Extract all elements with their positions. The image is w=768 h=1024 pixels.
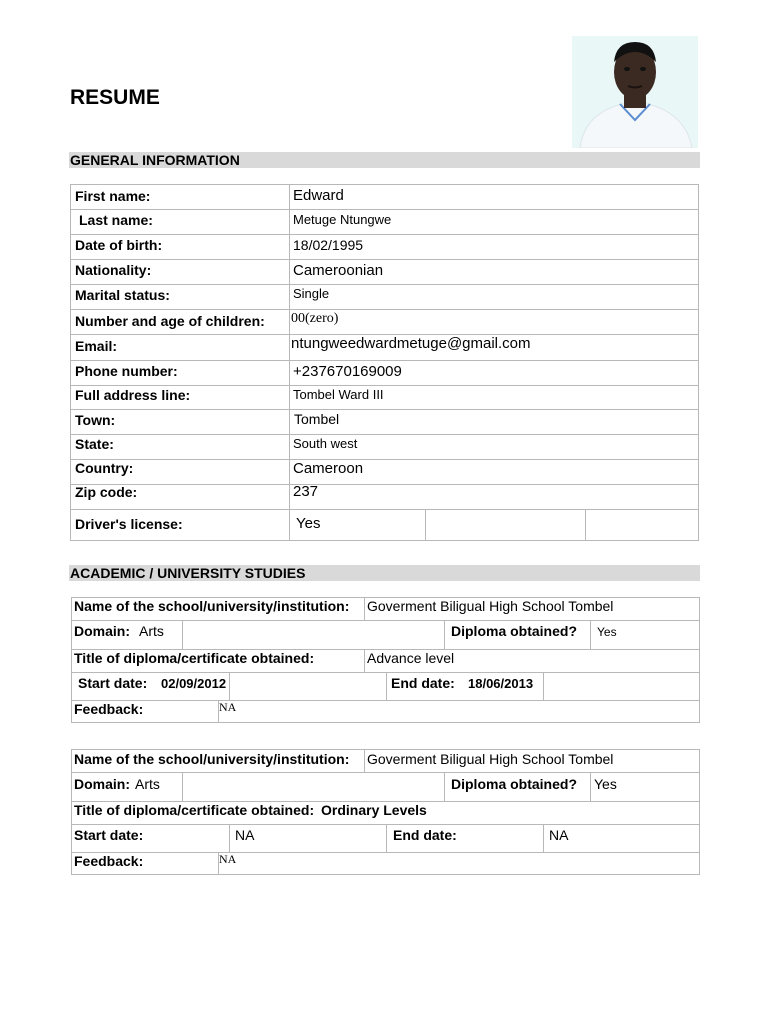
study1-title-value: Advance level [367, 650, 455, 666]
label-email: Email: [75, 338, 118, 354]
study2-school-value: Goverment Biligual High School Tombel [367, 751, 614, 767]
value-address: Tombel Ward III [293, 387, 384, 402]
study1-diploma-question: Diploma obtained? [451, 623, 577, 639]
section-general-heading: GENERAL INFORMATION [69, 152, 700, 168]
label-zip: Zip code: [75, 484, 138, 500]
study1-start-label: Start date: [78, 675, 148, 691]
label-marital: Marital status: [75, 287, 170, 303]
value-nationality: Cameroonian [293, 262, 384, 279]
value-state: South west [293, 436, 358, 451]
study1-end-value: 18/06/2013 [468, 676, 534, 691]
value-country: Cameroon [293, 460, 364, 477]
label-last-name: Last name: [79, 212, 153, 228]
value-dob: 18/02/1995 [293, 237, 364, 253]
study-table-2 [71, 749, 700, 875]
label-license: Driver's license: [75, 516, 183, 532]
label-state: State: [75, 436, 114, 452]
study1-domain-label: Domain: [74, 623, 130, 639]
value-license: Yes [296, 515, 321, 532]
study2-feedback-label: Feedback: [74, 853, 144, 869]
study1-diploma-value: Yes [597, 625, 617, 639]
study1-school-value: Goverment Biligual High School Tombel [367, 598, 614, 614]
study2-school-label: Name of the school/university/institution: [74, 751, 350, 767]
study1-start-value: 02/09/2012 [161, 676, 227, 691]
value-last-name: Metuge Ntungwe [293, 212, 392, 227]
study2-start-value: NA [235, 827, 255, 843]
study2-end-label: End date: [393, 827, 457, 843]
study2-feedback-value: NA [219, 852, 237, 866]
study2-domain-value: Arts [135, 776, 160, 792]
general-info-table [70, 184, 699, 541]
study1-school-label: Name of the school/university/institution: [74, 598, 350, 614]
study2-diploma-value: Yes [594, 776, 617, 792]
study1-feedback-value: NA [219, 700, 237, 714]
label-first-name: First name: [75, 188, 151, 204]
value-zip: 237 [293, 483, 319, 500]
study1-domain-value: Arts [139, 623, 164, 639]
study2-diploma-question: Diploma obtained? [451, 776, 577, 792]
study2-title-label: Title of diploma/certificate obtained: [74, 802, 315, 818]
value-phone: +237670169009 [293, 363, 402, 380]
label-town: Town: [75, 412, 116, 428]
label-phone: Phone number: [75, 363, 178, 379]
value-children: 00(zero) [291, 311, 339, 326]
value-email: ntungweedwardmetuge@gmail.com [291, 335, 531, 352]
label-nationality: Nationality: [75, 262, 152, 278]
study1-title-label: Title of diploma/certificate obtained: [74, 650, 315, 666]
page-title: RESUME [70, 86, 160, 109]
label-address: Full address line: [75, 387, 191, 403]
study1-feedback-label: Feedback: [74, 701, 144, 717]
value-town: Tombel [294, 411, 340, 427]
profile-photo [572, 36, 698, 148]
study2-start-label: Start date: [74, 827, 144, 843]
section-academic-heading: ACADEMIC / UNIVERSITY STUDIES [69, 565, 700, 581]
value-marital: Single [293, 286, 330, 301]
study-table-1 [71, 597, 700, 723]
label-dob: Date of birth: [75, 237, 163, 253]
study2-domain-label: Domain: [74, 776, 130, 792]
label-children: Number and age of children: [75, 313, 265, 329]
study2-end-value: NA [549, 827, 569, 843]
study1-end-label: End date: [391, 675, 455, 691]
value-first-name: Edward [293, 187, 344, 204]
label-country: Country: [75, 460, 134, 476]
study2-title-value: Ordinary Levels [321, 802, 427, 818]
